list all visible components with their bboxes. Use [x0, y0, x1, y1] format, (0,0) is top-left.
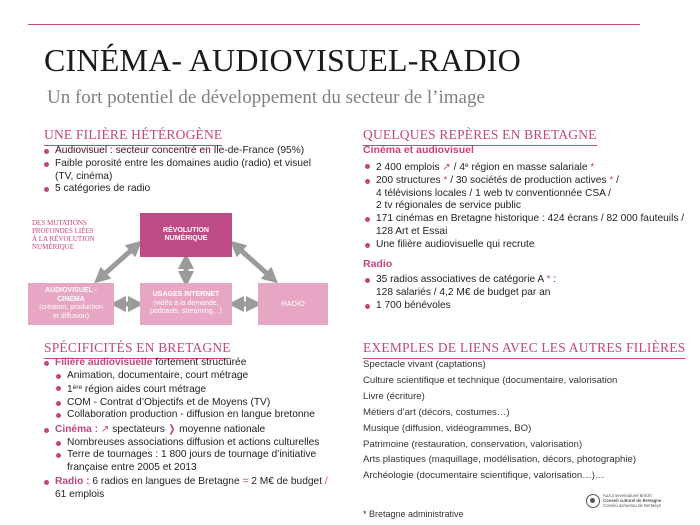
list-item: Spectacle vivant (captations)	[363, 359, 486, 370]
list-item-continuation: 2 tv régionales de service public	[376, 200, 521, 212]
diagram-label: DES MUTATIONS PROFONDES LIÉES À LA RÉVOLUTION NUMÉRIQUE	[32, 219, 95, 251]
list-item: Collaboration production - diffusion en langue bretonne	[42, 409, 328, 422]
list-item: 35 radios associatives de catégorie A * :	[363, 274, 556, 287]
logo-icon	[586, 494, 600, 508]
list-item: 1 700 bénévoles	[363, 300, 556, 313]
list-item-continuation: (TV, cinéma)	[55, 170, 113, 182]
list-item: Filière audiovisuelle fortement structurée	[42, 357, 328, 370]
list-item: 200 structures * / 30 sociétés de production actives * /	[363, 175, 684, 188]
list-item-continuation: 128 Art et Essai	[376, 225, 448, 237]
list-item-continuation: 61 emplois	[55, 488, 105, 500]
list-item: Musique (diffusion, vidéogrammes, BO)	[363, 422, 532, 434]
arrow-revolution-radio	[236, 246, 272, 278]
section-heading-filiere: UNE FILIÈRE HÉTÉROGÈNE	[44, 127, 222, 143]
list-item: Archéologie (documentaire scientifique, valorisation…)…	[363, 470, 605, 482]
logo-text: Kuzul sevenadurel Breizh Conseil culturel de Bretagne Conseù achuerau de Bertaèyn	[603, 493, 662, 509]
list-item: Patrimoine (restauration, conservation, valorisation)	[363, 438, 583, 450]
filiere-list	[42, 145, 311, 196]
list-item: Animation, documentaire, court métrage	[42, 370, 328, 383]
list-item: Terre de tournages : 1 800 jours de tournage d’initiative	[42, 449, 328, 462]
category-radio: Radio	[363, 258, 393, 270]
list-item-continuation: 4 télévisions locales / 1 web tv conventionnée CSA /	[376, 187, 612, 199]
page-subtitle: Un fort potentiel de développement du secteur de l’image	[47, 87, 485, 108]
list-item: 1ère région aides court métrage	[42, 382, 328, 397]
section-heading-specificites: SPÉCIFICITÉS EN BRETAGNE	[44, 340, 231, 356]
page-title: CINÉMA- AUDIOVISUEL-RADIO	[44, 42, 521, 78]
list-item: Nombreuses associations diffusion et actions culturelles	[42, 437, 328, 450]
list-item: Audiovisuel : secteur concentré en Ile-de-France (95%)	[42, 145, 311, 158]
footnote: * Bretagne administrative	[363, 509, 464, 519]
trend-up-icon: ↗	[100, 423, 110, 435]
section-heading-liens: EXEMPLES DE LIENS AVEC LES AUTRES FILIÈRES	[363, 340, 685, 356]
specificites-list	[42, 357, 328, 502]
list-item: Cinéma : ↗ spectateurs ❭ moyenne nationale	[42, 424, 328, 437]
list-item: Métiers d’art (décors, costumes…)	[363, 406, 510, 418]
list-item: COM - Contrat d’Objectifs et de Moyens (TV)	[42, 397, 328, 410]
reperes-radio-list	[363, 274, 556, 312]
chevron-right-icon: ❭	[167, 423, 177, 435]
list-item: Arts plastiques (maquillage, modélisation, décors, photographie)	[363, 454, 637, 466]
list-item: Radio : 6 radios en langues de Bretagne = 2 M€ de budget /	[42, 476, 328, 489]
reperes-cinema-list	[363, 160, 684, 252]
list-item: 171 cinémas en Bretagne historique : 424 écrans / 82 000 fauteuils /	[363, 213, 684, 226]
liens-list	[363, 357, 636, 484]
arrow-revolution-audiovisuel	[100, 246, 136, 278]
list-item: Faible porosité entre les domaines audio (radio) et visuel	[42, 158, 311, 171]
category-cinema-audiovisuel: Cinéma et audiovisuel	[363, 144, 474, 156]
list-item-continuation: française entre 2005 et 2013	[67, 461, 197, 473]
logo	[586, 493, 661, 509]
section-heading-reperes: QUELQUES REPÈRES EN BRETAGNE	[363, 127, 597, 143]
diagram-box-audiovisuel: AUDIOVISUEL - CINÉMA (création, production et diffusion)	[28, 283, 114, 325]
diagram-box-radio: RADIO	[258, 283, 328, 325]
diagram-box-usages: USAGES INTERNET (vidéo à la demande, podcasts, streaming…)	[140, 283, 232, 325]
top-rule	[28, 24, 640, 25]
diagram-box-revolution: RÉVOLUTION NUMÉRIQUE	[140, 213, 232, 257]
list-item: 2 400 emplois ↗ / 4e région en masse salariale *	[363, 160, 684, 175]
list-item: Une filière audiovisuelle qui recrute	[363, 239, 684, 252]
list-item: 5 catégories de radio	[42, 183, 311, 196]
list-item: Livre (écriture)	[363, 390, 425, 402]
list-item-continuation: 128 salariés / 4,2 M€ de budget par an	[376, 286, 551, 298]
list-item: Culture scientifique et technique (documentaire, valorisation	[363, 374, 618, 386]
trend-up-icon: ↗	[442, 162, 451, 173]
